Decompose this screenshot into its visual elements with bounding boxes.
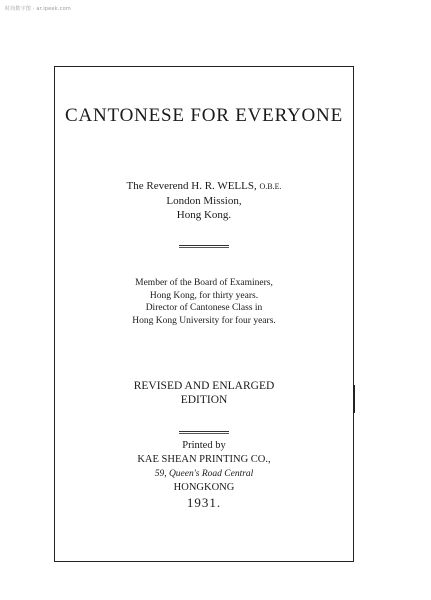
watermark-text: 时尚数字图 · ar.ipeek.com (5, 6, 71, 12)
credential-line: Director of Cantonese Class in (145, 303, 263, 313)
edition-block (55, 379, 353, 407)
author-mission: London Mission, (166, 195, 242, 207)
author-name: The Reverend H. R. WELLS, (126, 180, 257, 192)
edition-line-2: EDITION (180, 394, 228, 406)
author-name-line (55, 179, 353, 194)
printer-company: KAE SHEAN PRINTING CO., (137, 454, 271, 465)
publication-year: 1931. (186, 495, 222, 510)
divider-rule-top (179, 245, 229, 246)
credential-line: Member of the Board of Examiners, (135, 278, 273, 288)
printer-address: 59, Queen's Road Central (154, 469, 254, 479)
credentials-block (55, 277, 353, 327)
author-block (55, 179, 353, 222)
edition-line-1: REVISED AND ENLARGED (133, 380, 275, 392)
divider-rule-bottom (179, 431, 229, 432)
frame-edge-mark (353, 385, 355, 413)
title-page-frame (54, 66, 354, 562)
printer-city: HONGKONG (173, 482, 235, 493)
printed-by-label: Printed by (182, 440, 226, 451)
author-honours: O.B.E. (259, 182, 282, 191)
printer-block (55, 439, 353, 510)
credential-line: Hong Kong, for thirty years. (149, 290, 259, 301)
author-place: Hong Kong. (176, 209, 232, 221)
book-title: CANTONESE FOR EVERYONE (65, 105, 343, 126)
credential-line: Hong Kong University for four years. (132, 315, 276, 326)
